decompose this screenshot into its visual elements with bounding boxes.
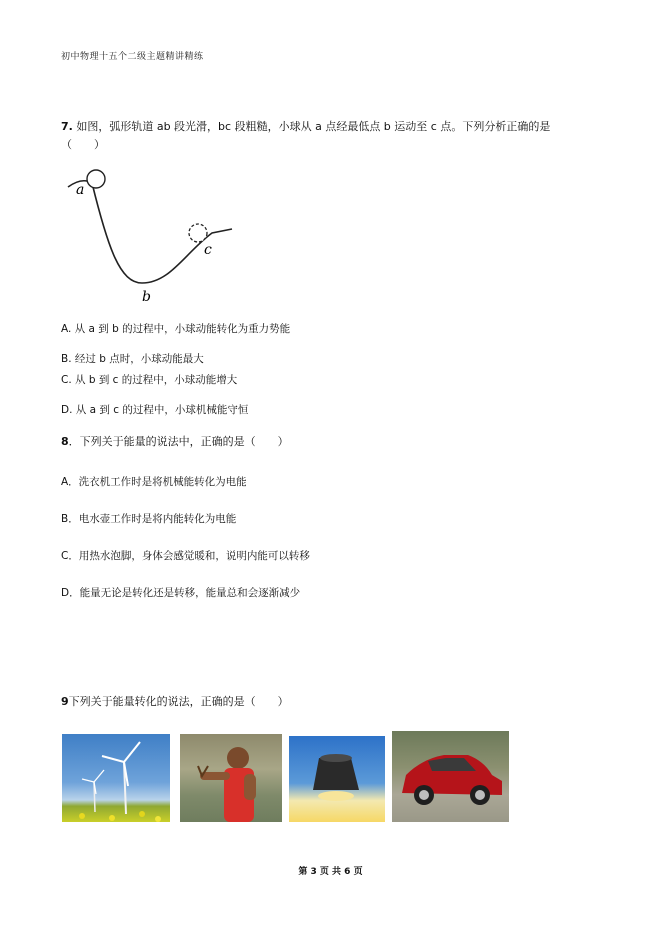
question-text: 如图，弧形轨道 ab 段光滑，bc 段粗糙，小球从 a 点经最低点 b 运动至 c 点。下列分析正确的是 [72,120,551,133]
answer-paren: （ ） [61,138,105,151]
option-c: C．用热水泡脚，身体会感觉暖和，说明内能可以转移 [61,550,310,562]
boy-slingshot-image [180,734,282,822]
label-c: c [204,242,212,258]
question-7-stem [61,120,550,134]
question-number: 9 [61,695,69,708]
label-a: a [76,182,85,198]
arc-track-figure [60,163,250,308]
ball-at-c-dashed [189,224,207,242]
page-footer: 第 3 页 共 6 页 [298,867,363,877]
question-8-stem [61,435,289,449]
option-a: A. 从 a 到 b 的过程中，小球动能转化为重力势能 [61,323,291,335]
option-d: D．能量无论是转化还是转移，能量总和会逐渐减少 [61,587,301,599]
question-number: 7. [61,120,73,133]
option-c: C. 从 b 到 c 的过程中，小球动能增大 [61,374,238,386]
question-9-stem [61,695,289,709]
option-b: B. 经过 b 点时，小球动能最大 [61,353,204,365]
spacecraft-image [289,736,385,822]
red-car-image [392,731,509,822]
label-b: b [142,289,151,305]
question-text: ．下列关于能量的说法中，正确的是（ ） [68,435,289,448]
question-number: 8 [61,435,69,448]
option-d: D. 从 a 到 c 的过程中，小球机械能守恒 [61,404,249,416]
option-a: A．洗衣机工作时是将机械能转化为电能 [61,476,247,488]
question-text: 下列关于能量转化的说法，正确的是（ ） [68,695,289,708]
option-b: B．电水壶工作时是将内能转化为电能 [61,513,237,525]
ball-at-a [87,170,105,188]
page-header: 初中物理十五个二级主题精讲精练 [61,52,204,62]
wind-turbines-image [62,734,170,822]
